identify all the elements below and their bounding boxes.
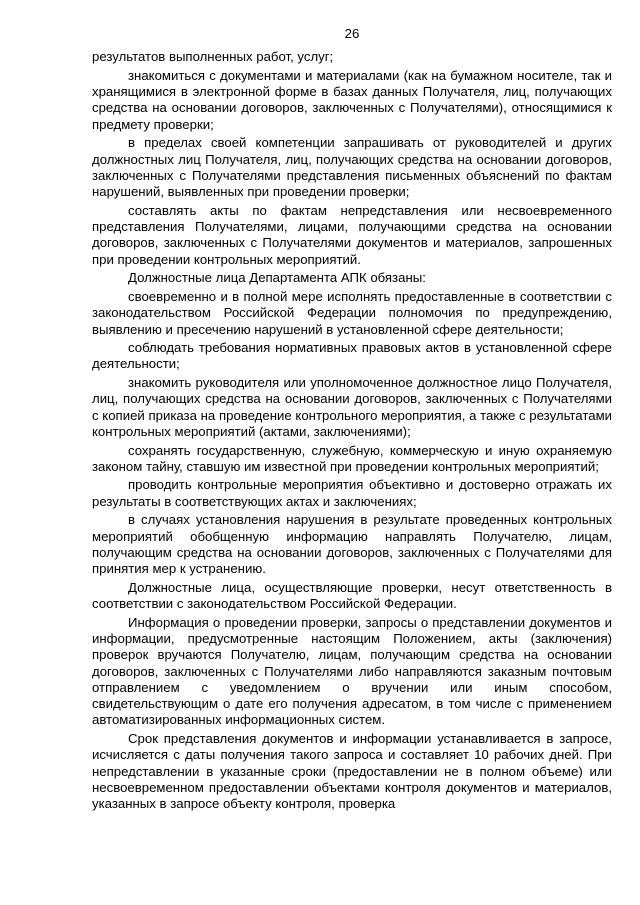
paragraph: своевременно и в полной мере исполнять предоставленные в соответствии с законодательством Российской Федерации полномочия по предупреждению, выявлению и пресечению нарушений в установленной сфере деятельности; (92, 288, 612, 337)
document-body (92, 49, 612, 812)
paragraph: в пределах своей компетенции запрашивать от руководителей и других должностных лиц Получателя, лиц, получающих средства на основании договоров, заключенных с Получателями представления письменных объяснений по фактам нарушений, выявленных при проведении проверки; (92, 135, 612, 200)
paragraph: составлять акты по фактам непредставления или несвоевременного представления Получателями, лицами, получающими средства на основании договоров, заключенных с Получателями документов и материалов, запрошенных при проведении контрольных мероприятий. (92, 202, 612, 267)
page-number: 26 (344, 26, 360, 41)
document-page (92, 26, 612, 815)
paragraph: сохранять государственную, служебную, коммерческую и иную охраняемую законом тайну, ставшую им известной при проведении контрольных мероприятий; (92, 442, 612, 474)
paragraph: Должностные лица Департамента АПК обязаны: (128, 270, 426, 286)
paragraph: соблюдать требования нормативных правовых актов в установленной сфере деятельности; (92, 340, 612, 372)
paragraph: проводить контрольные мероприятия объективно и достоверно отражать их результаты в соответствующих актах и заключениях; (92, 477, 612, 509)
paragraph: Срок представления документов и информации устанавливается в запросе, исчисляется с даты получения такого запроса и составляет 10 рабочих дней. При непредставлении в указанные сроки (предоставлении не в полном объеме) или несвоевременном предоставлении объектами контроля документов и материалов, указанных в запросе объекту контроля, проверка (92, 731, 612, 812)
paragraph: Информация о проведении проверки, запросы о представлении документов и информации, предусмотренные настоящим Положением, акты (заключения) проверок вручаются Получателю, лицам, получающим средства на основании договоров, заключенных с Получателями либо направляются заказным почтовым отправлением с уведомлением о вручении или иным способом, свидетельствующим о дате его получения адресатом, в том числе с применением автоматизированных информационных систем. (92, 614, 612, 728)
paragraph: результатов выполненных работ, услуг; (92, 49, 334, 65)
paragraph: знакомить руководителя или уполномоченное должностное лицо Получателя, лиц, получающих средства на основании договоров, заключенных с Получателями с копией приказа на проведение контрольного мероприятия, а также с результатами контрольных мероприятий (актами, заключениями); (92, 375, 612, 439)
paragraph: знакомиться с документами и материалами (как на бумажном носителе, так и хранящимися в электронной форме в базах данных Получателя, лиц, получающих средства на основании договоров, заключенных с Получателями), относящимися к предмету проверки; (92, 67, 612, 132)
paragraph: Должностные лица, осуществляющие проверки, несут ответственность в соответствии с законодательством Российской Федерации. (92, 579, 612, 612)
paragraph: в случаях установления нарушения в результате проведенных контрольных мероприятий обобщенную информацию направлять Получателю, лицам, получающим средства на основании договоров, заключенных с Получателями для принятия мер к устранению. (92, 512, 612, 577)
